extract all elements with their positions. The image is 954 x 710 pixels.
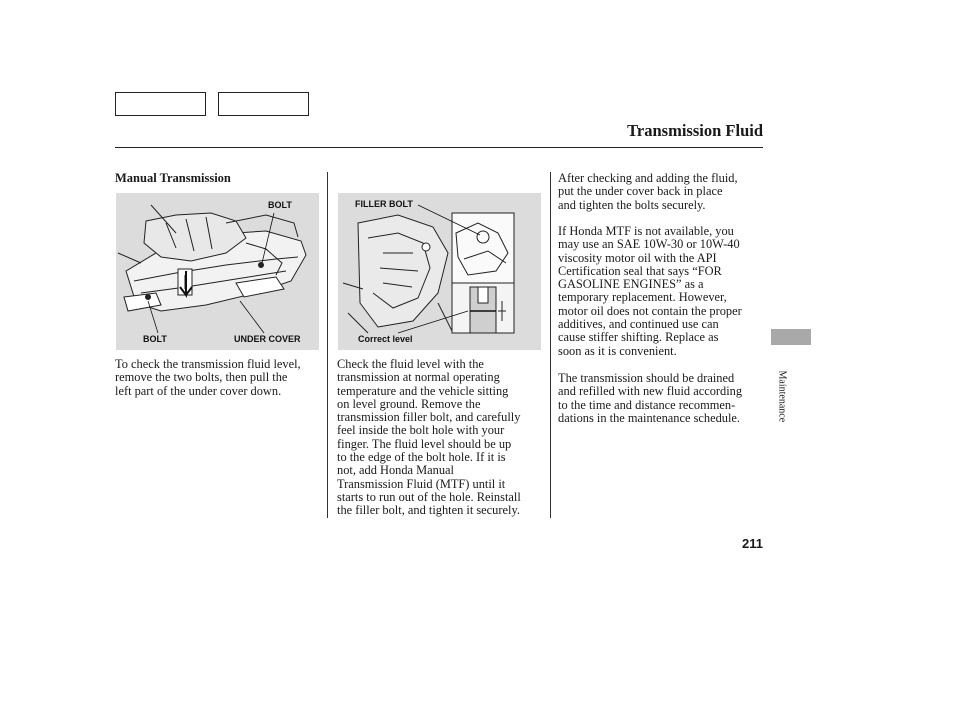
column-divider-2 [550,172,551,518]
column-divider-1 [327,172,328,518]
correct-level-label: Correct level [358,334,413,344]
section-heading: Manual Transmission [115,171,231,185]
section-tab[interactable] [771,329,811,345]
nav-box-right[interactable] [218,92,309,116]
bolt-top-label: BOLT [268,200,292,210]
column3-paragraph-3: The transmission should be drained and refilled with new fluid according to the time and distance recommen- dations in the maintenance schedule. [558,371,743,425]
column1-paragraph: To check the transmission fluid level, remove the two bolts, then pull the left part of the under cover down. [115,357,301,398]
filler-bolt-illustration [338,193,541,350]
page-number: 211 [742,536,763,551]
column3-paragraph-1: After checking and adding the fluid, put the under cover back in place and tighten the bolts securely. [558,171,738,212]
filler-bolt-label: FILLER BOLT [355,199,413,209]
column2-paragraph: Check the fluid level with the transmission at normal operating temperature and the vehicle sitting on level ground. Remove the transmission filler bolt, and carefully feel inside the bolt hole with your finger. The fluid level should be up to the edge of the bolt hole. If it is not, add Honda Manual Transmission Fluid (MTF) until it starts to run out of the hole. Reinstall the filler bolt, and tighten it securely. [337,357,521,518]
bolt-top-marker [258,262,264,268]
under-cover-drawing [116,193,319,350]
column3-paragraph-2: If Honda MTF is not available, you may use an SAE 10W-30 or 10W-40 viscosity motor oil with the API Certification seal that says “FOR GASOLINE ENGINES” as a temporary replacement. However, motor oil does not contain the proper additives, and continued use can cause stiffer shifting. Replace as soon as it is convenient. [558,224,742,358]
title-divider [115,147,763,148]
bolt-bottom-label: BOLT [143,334,167,344]
section-label: Maintenance [776,370,788,423]
filler-bolt-drawing [338,193,541,350]
under-cover-illustration [116,193,319,350]
under-cover-label: UNDER COVER [234,334,301,344]
bolt-bottom-marker [145,294,151,300]
nav-box-left[interactable] [115,92,206,116]
page-title: Transmission Fluid [627,121,763,140]
